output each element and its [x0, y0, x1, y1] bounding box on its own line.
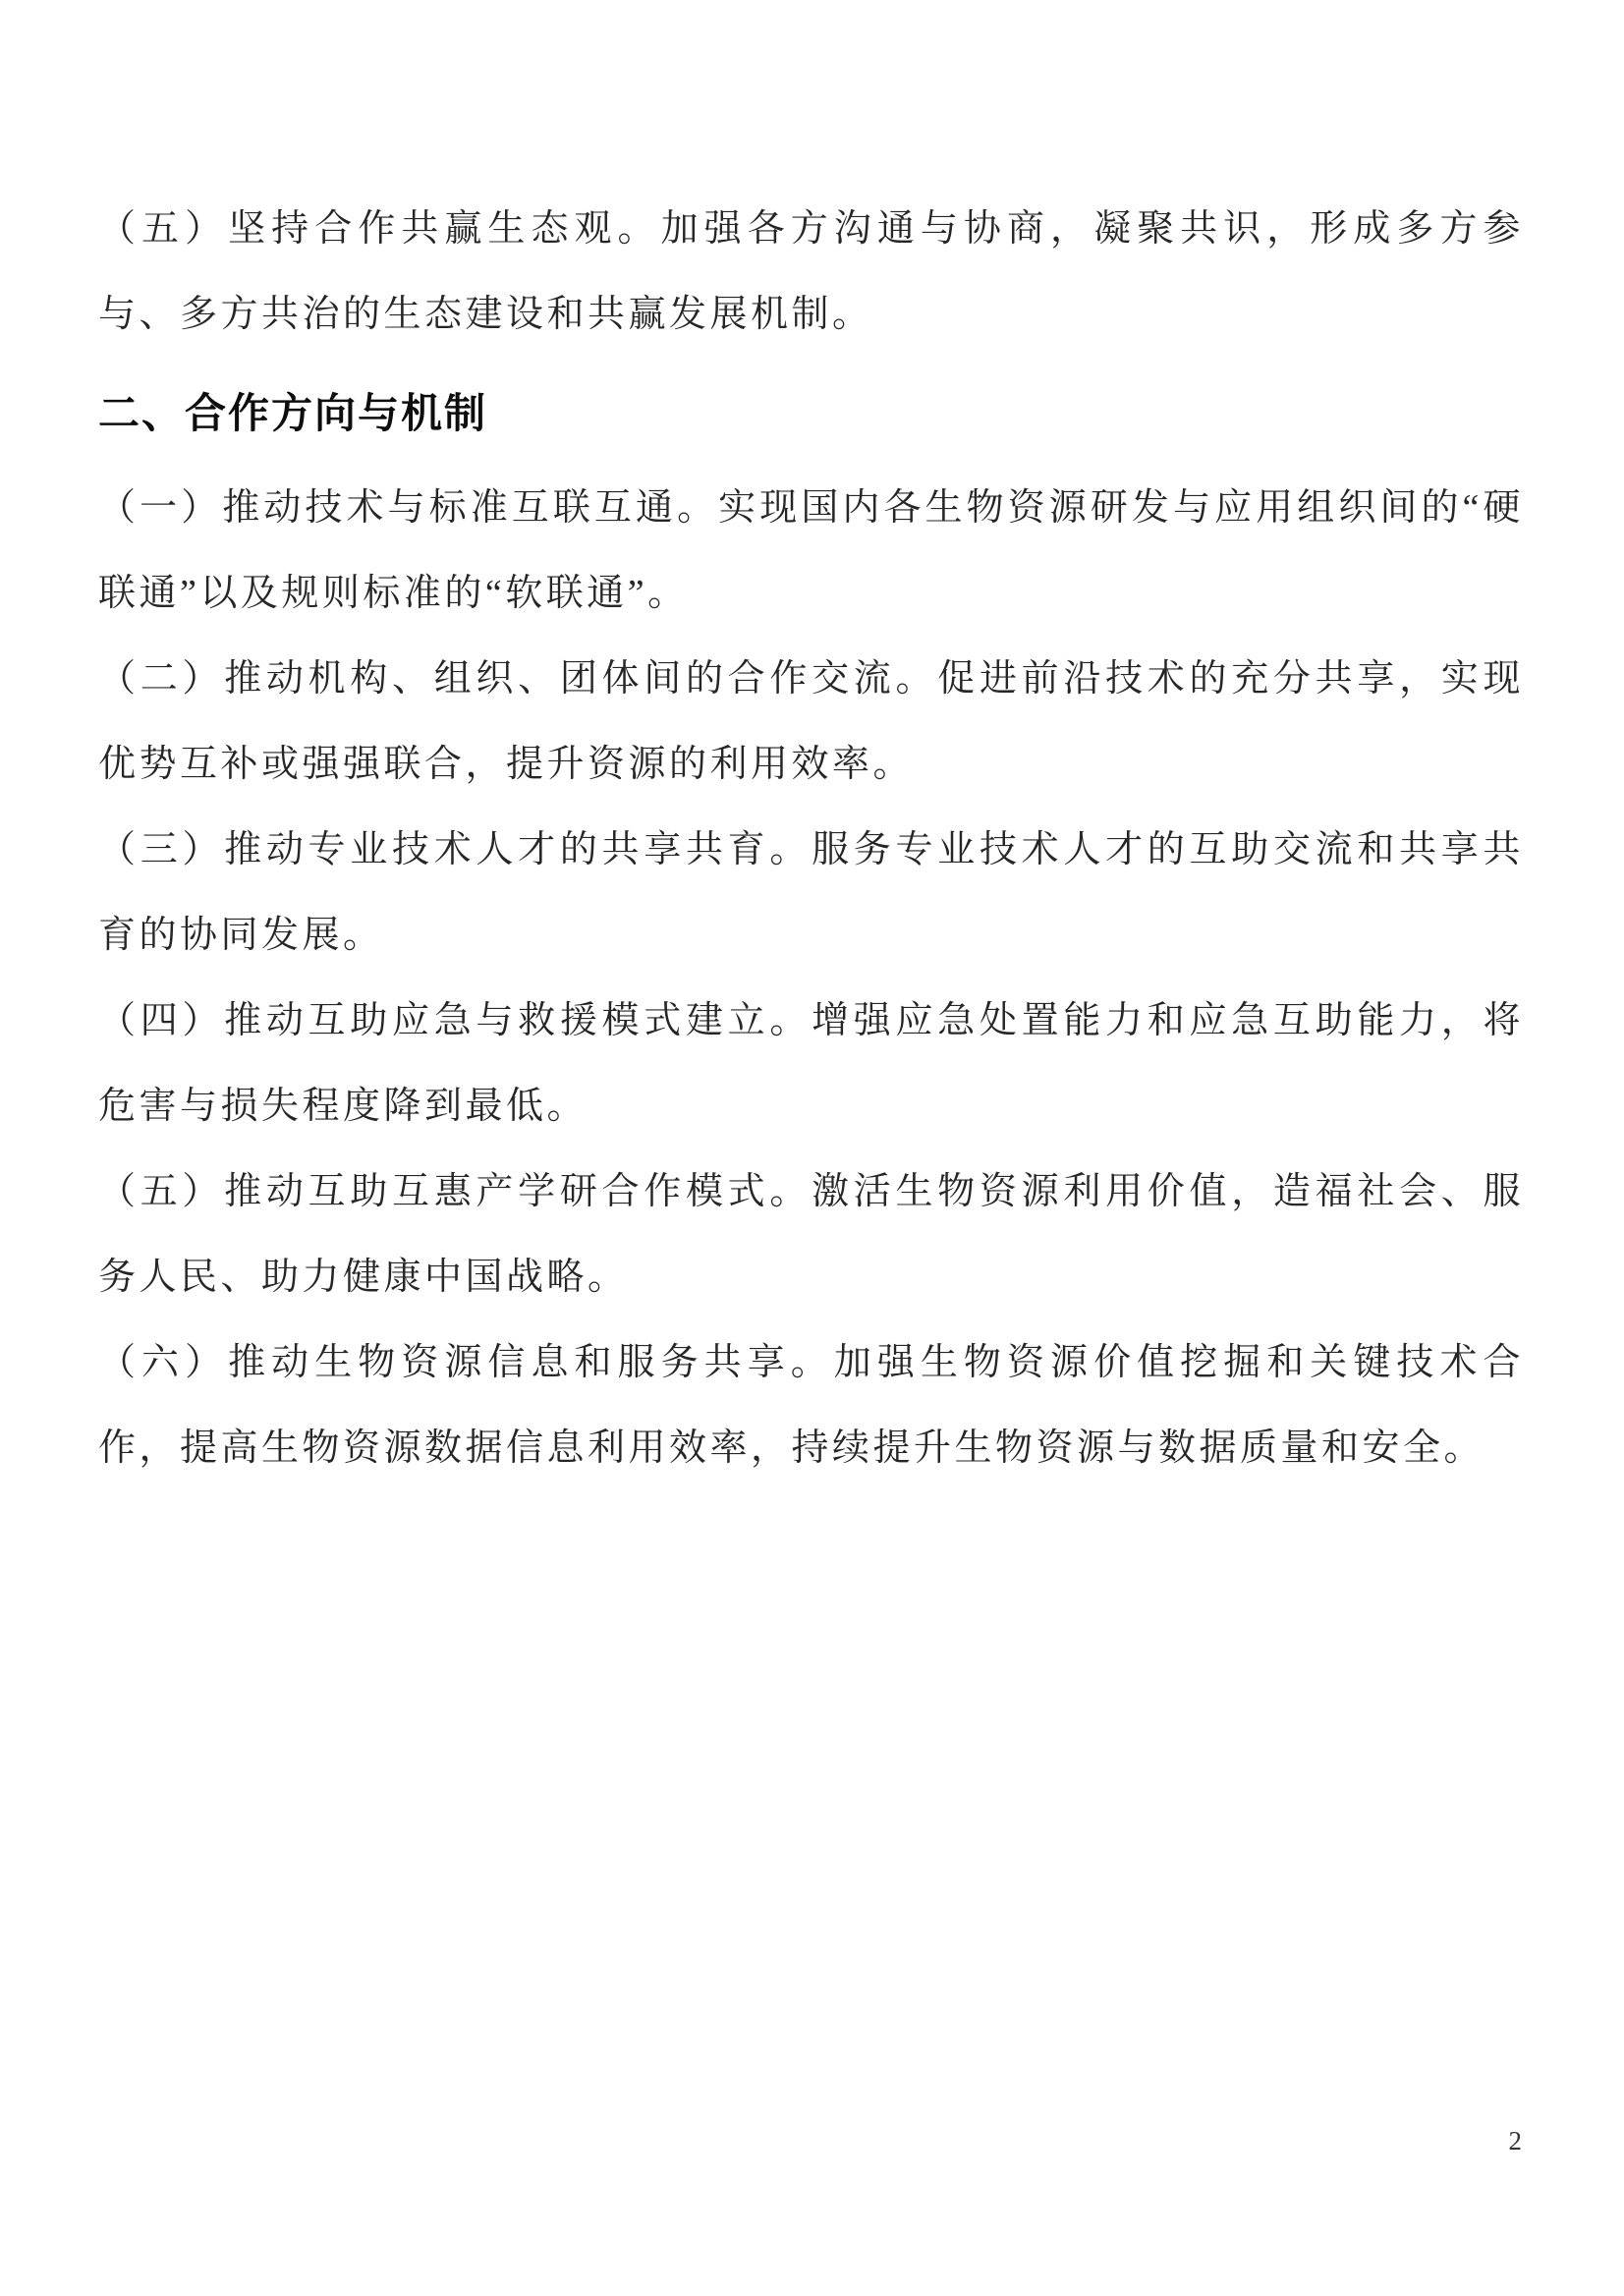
paragraph-intro-continuation: （五）坚持合作共赢生态观。加强各方沟通与协商，凝聚共识，形成多方参与、多方共治的生态建设和共赢发展机制。	[98, 208, 1524, 335]
paragraph-item-5: （五）推动互助互惠产学研合作模式。激活生物资源利用价值，造福社会、服务人民、助力健康中国战略。	[98, 1171, 1524, 1298]
document-body	[98, 187, 1524, 1491]
section-heading-cooperation-direction: 二、合作方向与机制	[98, 390, 488, 436]
paragraph-item-3: （三）推动专业技术人才的共享共育。服务专业技术人才的互助交流和共享共育的协同发展。	[98, 829, 1524, 956]
paragraph-item-6: （六）推动生物资源信息和服务共享。加强生物资源价值挖掘和关键技术合作，提高生物资源数据信息利用效率，持续提升生物资源与数据质量和安全。	[98, 1342, 1524, 1469]
paragraph-item-2: （二）推动机构、组织、团体间的合作交流。促进前沿技术的充分共享，实现优势互补或强强联合，提升资源的利用效率。	[98, 658, 1524, 785]
paragraph-item-1: （一）推动技术与标准互联互通。实现国内各生物资源研发与应用组织间的“硬联通”以及规则标准的“软联通”。	[98, 487, 1524, 614]
paragraph-item-4: （四）推动互助应急与救援模式建立。增强应急处置能力和应急互助能力，将危害与损失程度降到最低。	[98, 1000, 1524, 1127]
page-number: 2	[1508, 2126, 1522, 2156]
